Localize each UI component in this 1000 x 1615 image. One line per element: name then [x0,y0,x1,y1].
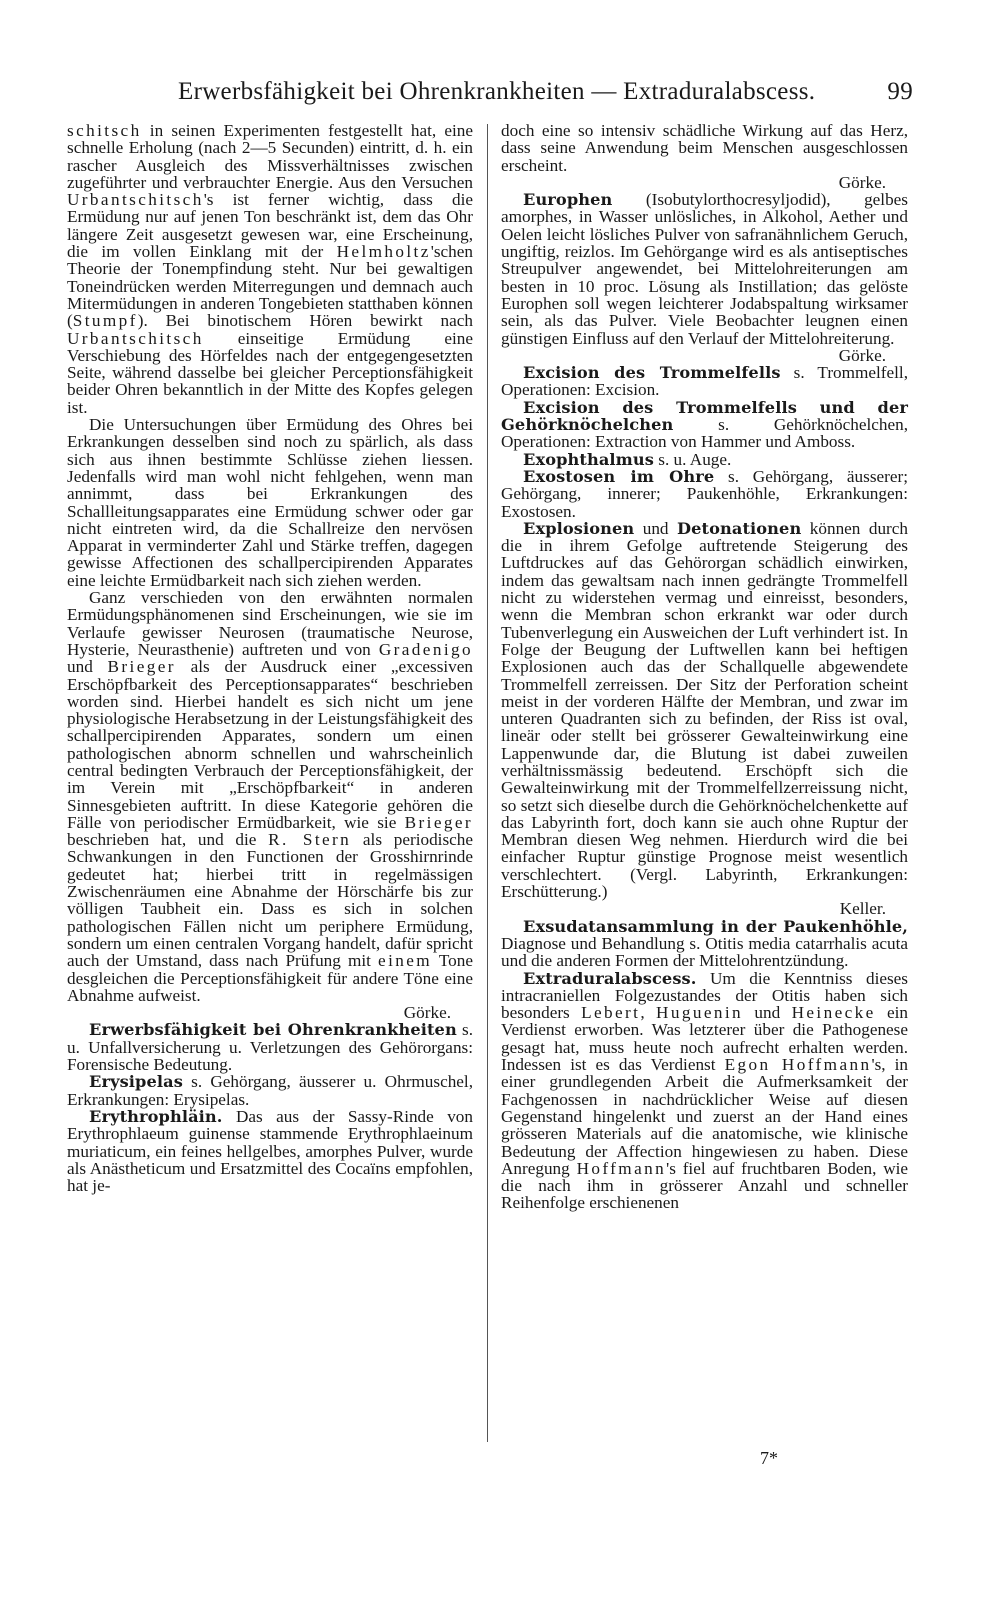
text: Tone desgleichen die Perceptionsfähigkeit für andere Töne eine Abnahme aufweist. [67,951,473,1005]
lexicon-entry [501,399,908,451]
author-name: Stumpf [72,311,138,331]
author-name: Brieger [404,812,473,832]
lexicon-entry [67,1073,473,1108]
author-name: Urbantschitsch [67,190,204,210]
entry-text: ein Verdienst erworben. Was letzterer über die Pathogenese gesagt hat, muss heute noch aufrecht erhalten werden. Indessen ist es das Verdienst [501,1003,909,1075]
author-name: Egon Hoffmann [724,1055,872,1075]
text: ). Bei binotischem Hören bewirkt nach [137,311,473,331]
lexicon-entry [501,364,908,399]
author-name: Heinecke [791,1003,876,1023]
entry-headword: Detonationen [676,518,802,538]
text: als periodische Schwankungen in den Functionen der Grosshirnrinde gedeutet hat; hierbei tritt in regelmässigen Zwischenräumen eine Abnahme der Hörschärfe bis zur völligen Taubheit ein. Dass es sich in solchen pathologischen Fällen nicht um periphere Ermüdung, sondern um einen centralen Vorgang handelt, dafür spricht auch der Umstand, dass nach Prüfung mit [67,830,473,971]
entry-text: s. u. Unfallversicherung u. Verletzungen des Gehörorgans: Forensische Bedeutung. [67,1020,473,1075]
right-column [501,122,908,1212]
text: Ganz verschieden von den erwähnten normalen Ermüdungsphänomenen sind Erscheinungen, wie sie im Verlaufe gewisser Neurosen (traumatische Neurose, Hysterie, Neurasthenie) auftreten und von [67,588,473,659]
lexicon-entry [67,1108,473,1194]
entry-text: und [634,518,677,538]
text: 's ist ferner wichtig, dass die Ermüdung nur auf jenen Ton beschränkt ist, dem das Ohr längere Zeit ausgesetzt gewesen war, eine Erscheinung, die im vollen Einklang mit der [67,190,473,262]
text: beschrieben hat, und die [67,830,269,850]
entry-text: 's fiel auf fruchtbaren Boden, wie die nach ihm in grösserer Anzahl und schneller Reihenfolge erschienenen [501,1158,909,1213]
text: 'schen Theorie der Tonempfindung steht. Nur bei gewaltigen Toneindrücken werden Miterregungen und demnach auch Mitermüdungen in anderen Tongebieten statthaben können ( [67,242,473,331]
text: und [67,657,108,677]
entry-headword: Excision des Trommelfells und der Gehörknöchelchen [501,397,908,435]
entry-text: s. Gehörgang, äusserer u. Ohrmuschel, Erkrankungen: Erysipelas. [67,1072,473,1109]
entry-text: s. Gehörknöchelchen, Operationen: Extraction von Hammer und Amboss. [501,415,908,452]
sheet-signature: 7* [760,1448,778,1468]
author-signature: Görke. [838,345,886,365]
author-name: Hoffmann [576,1158,667,1178]
author-name: Huguenin [656,1003,744,1023]
emphasis: einem [378,951,433,971]
entry-text: s. Trommelfell, Operationen: Excision. [501,363,908,400]
entry-text: können durch die in ihrem Gefolge auftretende Steigerung des Luftdruckes auf das Gehörorgan schädlich einwirken, indem das gewaltsam nach innen gedrängte Trommelfell nicht zu widerstehen vermag und einreisst, besonders, wenn die Membran schon erkrankt war oder durch Tubenverlegung ein Ausweichen der Luft verhindert ist. In Folge der Beugung der Luftwellen kann bei heftigen Explosionen auch das der Schallquelle abgewendete Trommelfell zerreissen. Der Sitz der Perforation scheint meist in der vorderen Hälfte der Membran, und zwar im unteren Quadranten sich zu befinden, der Riss ist oval, lineär oder stellt bei grösserer Gewalteinwirkung eine Lappenwunde dar, die Blutung ist dabei zuweilen verhältnissmässig bedeutend. Erschöpft sich die Gewalteinwirkung mit der Trommelfellzerreissung nicht, so setzt sich dieselbe durch die Gehörknöchelchenkette auf das Labyrinth fort, doch kann sie auch ohne Ruptur der Membran diesen Weg nehmen. Hierdurch wird die bei einfacher Ruptur günstige Prognose meist wesentlich verschlechtert. (Vergl. Labyrinth, Erkrankungen: Erschütterung.) [501,518,908,902]
entry-headword: Erwerbsfähigkeit bei Ohrenkrankheiten [89,1020,457,1040]
lexicon-entry [501,191,908,347]
author-name: Brieger [107,657,176,677]
lexicon-entry [501,468,908,520]
lexicon-entry [501,918,908,970]
entry-text: (Isobutylorthocresyljodid), gelbes amorphes, in Wasser unlösliches, in Alkohol, Aether und Oelen leicht lösliches Pulver von safranähnlichem Geruch, ungiftig, reizlos. Im Gehörgange wird es als antiseptisches Streupulver angewendet, bei Mittelohreiterungen am besten in 10 proc. Lösung als Instillation; das gelöste Europhen soll wegen leichterer Jodabspaltung wirksamer sein, als das Pulver. Viele Beobachter leugnen einen günstigen Einfluss auf den Verlauf der Mittelohreiterung. [501,190,908,348]
lexicon-entry [501,451,908,468]
column-divider [487,124,488,1442]
author-name: Helmholtz [336,242,431,262]
entry-text: s. Gehörgang, äusserer; Gehörgang, innerer; Paukenhöhle, Erkrankungen: Exostosen. [501,466,908,521]
running-head [178,78,913,112]
paragraph: Die Untersuchungen über Ermüdung des Ohres bei Erkrankungen desselben sind noch zu spärlich, als dass sich aus ihnen bestimmte Schlüsse ziehen liessen. Jedenfalls wird man wohl nicht fehlgehen, wenn man annimmt, dass bei Erkrankungen des Schallleitungsapparates eine Ermüdung schwer oder gar nicht eintreten wird, da die Schallreize den nervösen Apparat in verminderter Zahl und Stärke treffen, dagegen gewisse Affectionen des schallpercipirenden Apparates eine leichte Ermüdbarkeit nach sich ziehen werden. [67,415,473,590]
entry-text: und [743,1003,792,1023]
entry-headword: Explosionen [523,518,635,538]
entry-text: , [640,1003,657,1023]
author-signature: Görke. [838,172,886,192]
entry-headword: Excision des Trommelfells [523,363,781,383]
author-signature: Keller. [839,899,886,919]
text: als der Ausdruck einer „excessiven Erschöpfbarkeit des Perceptionsapparates“ beschrieben worden sind. Hierbei handelt es sich nicht um jene physiologische Herabsetzung in der Leistungsfähigkeit des schallpercipirenden Apparates, sondern um einen pathologischen abnorm schnellen und wahrscheinlich central bedingten Verbrauch der Perceptionsfähigkeit, der im Verein mit „Erschöpfbarkeit“ in anderen Sinnesgebieten auftritt. In diese Kategorie gehören die Fälle von periodischer Ermüdbarkeit, wie sie [67,657,473,832]
paragraph: doch eine so intensiv schädliche Wirkung auf das Herz, dass seine Anwendung beim Menschen ausgeschlossen erscheint. [501,121,908,175]
text: einseitige Ermüdung eine Verschiebung des Hörfeldes nach der entgegengesetzten Seite, während dasselbe bei gleicher Perceptionsfähigkeit beider Ohren bekanntlich in der Mitte des Kopfes gelegen ist. [67,328,473,417]
entry-text: 's, in einer grundlegenden Arbeit die Aufmerksamkeit der Fachgenossen in nachdrücklicher Weise auf diesen Gegenstand hingelenkt und zuerst an der Hand eines grösseren Materials auf die anatomische, wie klinische Bedeutung der Affection hingewiesen zu haben. Diese Anregung [501,1055,908,1178]
entry-text: Diagnose und Behandlung s. Otitis media catarrhalis acuta und die anderen Formen der Mittelohrentzündung. [501,933,908,971]
entry-headword: Erythrophläin. [89,1106,223,1126]
entry-headword: Exophthalmus [523,449,654,469]
entry-text: Um die Kenntniss dieses intracraniellen Folgezustandes der Otitis haben sich besonders [501,968,908,1023]
entry-text: Das aus der Sassy-Rinde von Erythrophlaeum guinense stammende Erythrophlaeinum muriaticum, ein feines hellgelbes, amorphes Pulver, wurde als Anästheticum und Ersatzmittel des Cocaïns empfohlen, hat je- [67,1106,473,1196]
author-name: Urbantschitsch [67,328,204,348]
entry-text: s. u. Auge. [653,449,732,469]
lexicon-entry [501,970,908,1212]
page-number: 99 [887,78,913,105]
author-signature: Görke. [403,1003,451,1023]
lexicon-entry [501,520,908,901]
author-name: Lebert [581,1003,641,1023]
author-name: R. Stern [268,830,352,850]
author-name: Gradenigo [378,639,473,659]
left-column [67,122,473,1194]
author-name: schitsch [67,121,142,140]
paragraph [67,589,473,1004]
entry-headword: Extraduralabscess. [523,968,697,988]
entry-headword: Exsudatansammlung in der Paukenhöhle, [523,916,908,936]
lexicon-entry [67,1021,473,1073]
paragraph [67,122,473,416]
entry-headword: Europhen [523,190,613,210]
text: in seinen Experimenten festgestellt hat, eine schnelle Erholung (nach 2—5 Secunden) eintritt, d. h. ein rascher Ausgleich des Missverhältnisses zwischen zugeführter und verbrauchter Energie. Aus den Versuchen [67,121,473,192]
entry-headword: Erysipelas [89,1072,183,1092]
entry-headword: Exostosen im Ohre [523,466,715,486]
running-head-title: Erwerbsfähigkeit bei Ohrenkrankheiten — Extraduralabscess. [178,78,816,105]
